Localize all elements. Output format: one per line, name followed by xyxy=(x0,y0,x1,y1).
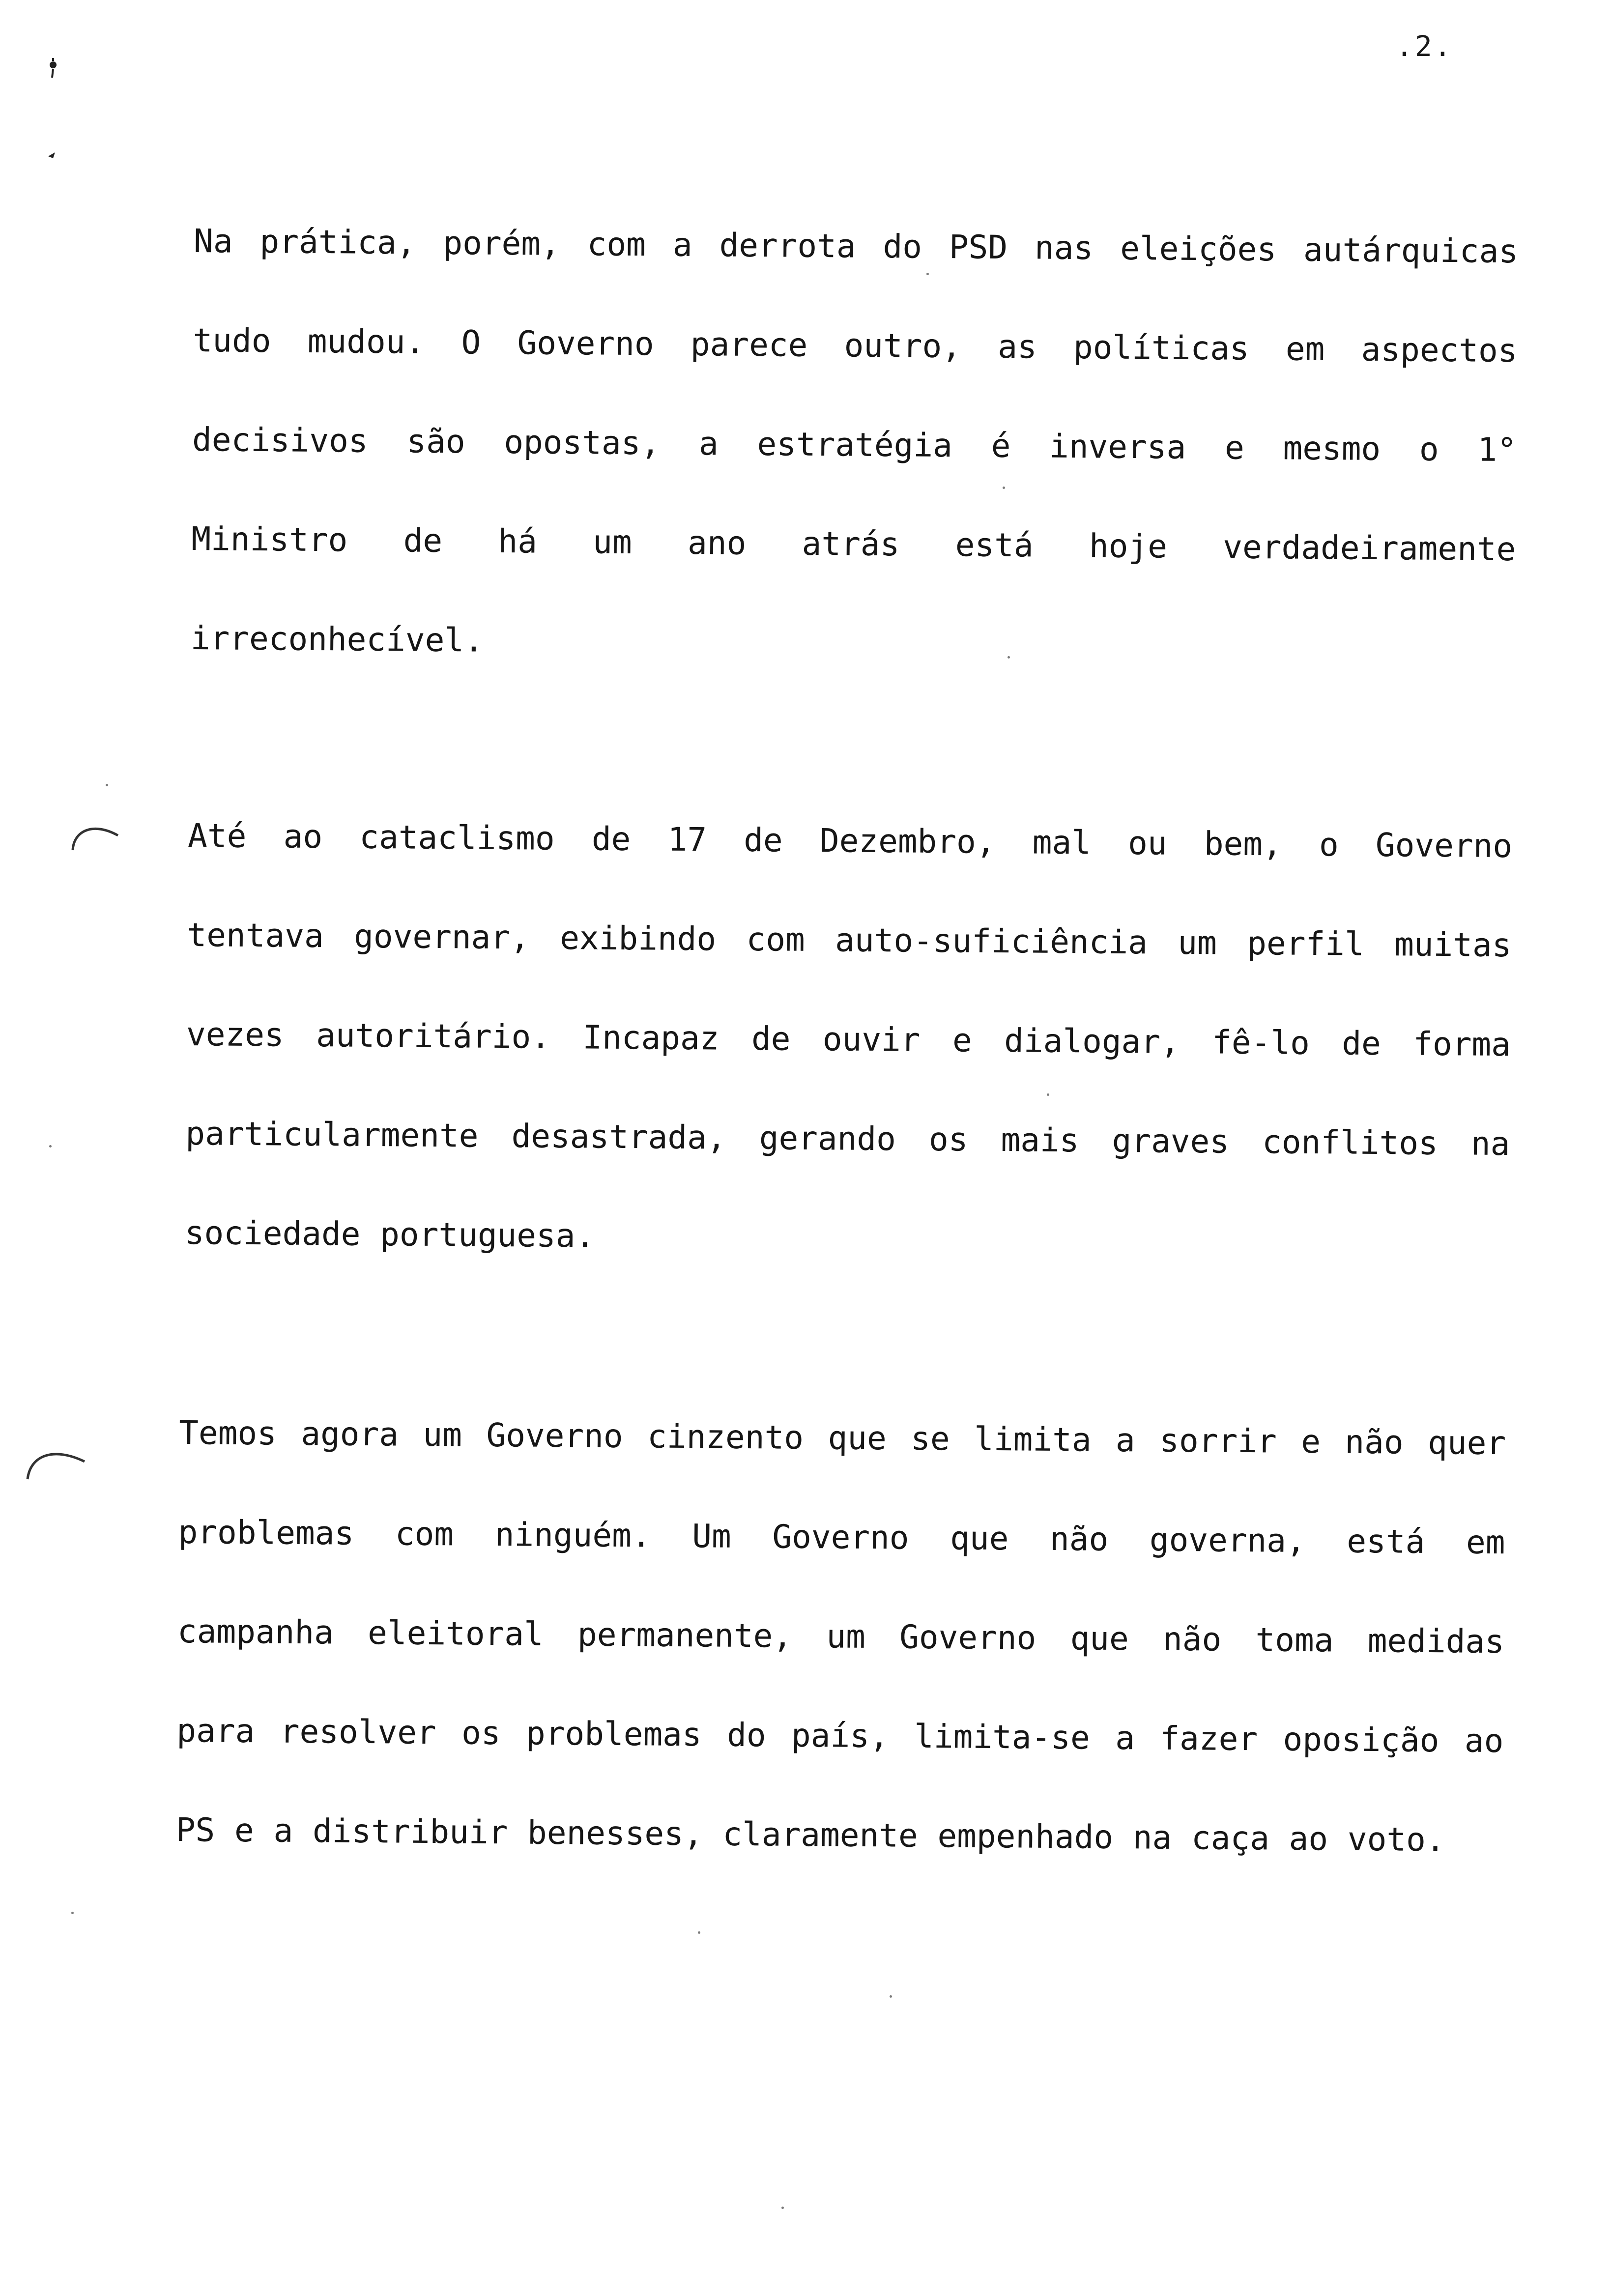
text-line: Temos agora um Governo cinzento que se limita a sorrir e não quer xyxy=(178,1413,1506,1463)
text-line: tentava governar, exibindo com auto-suficiência um perfil muitas xyxy=(187,916,1512,965)
scan-speck xyxy=(71,1912,74,1914)
text-line: PS e a distribuir benesses, claramente empenhado na caça ao voto. xyxy=(175,1810,1445,1859)
page-number: .2. xyxy=(1396,29,1453,63)
margin-mark-small xyxy=(45,147,60,162)
text-line: sociedade portuguesa. xyxy=(184,1213,595,1255)
margin-mark-top xyxy=(44,54,64,88)
scan-speck xyxy=(890,1995,892,1998)
margin-arc-1 xyxy=(69,816,123,855)
scan-speck xyxy=(698,1931,700,1934)
text-line: para resolver os problemas do país, limita-se a fazer oposição ao xyxy=(176,1711,1504,1760)
text-line: tudo mudou. O Governo parece outro, as políticas em aspectos xyxy=(193,321,1518,370)
paragraph-3 xyxy=(175,1383,1506,1890)
paragraph-2 xyxy=(184,786,1513,1293)
text-line: irreconhecível. xyxy=(190,619,484,660)
margin-arc-2 xyxy=(25,1440,88,1484)
text-line: Na prática, porém, com a derrota do PSD nas eleições autárquicas xyxy=(193,222,1519,271)
scan-speck xyxy=(781,2207,784,2209)
text-line: particularmente desastrada, gerando os mais graves conflitos na xyxy=(185,1114,1510,1163)
text-line: vezes autoritário. Incapaz de ouvir e dialogar, fê-lo de forma xyxy=(186,1015,1511,1064)
scan-speck xyxy=(49,1145,52,1148)
text-line: decisivos são opostas, a estratégia é inversa e mesmo o 1° xyxy=(192,420,1517,469)
scan-speck xyxy=(106,784,108,786)
paragraph-1 xyxy=(190,192,1519,698)
text-line: Ministro de há um ano atrás está hoje verdadeiramente xyxy=(191,519,1516,569)
text-line: problemas com ninguém. Um Governo que não governa, está em xyxy=(178,1513,1505,1562)
text-line: Até ao cataclismo de 17 de Dezembro, mal ou bem, o Governo xyxy=(187,816,1513,865)
text-line: campanha eleitoral permanente, um Governo que não toma medidas xyxy=(177,1612,1505,1661)
